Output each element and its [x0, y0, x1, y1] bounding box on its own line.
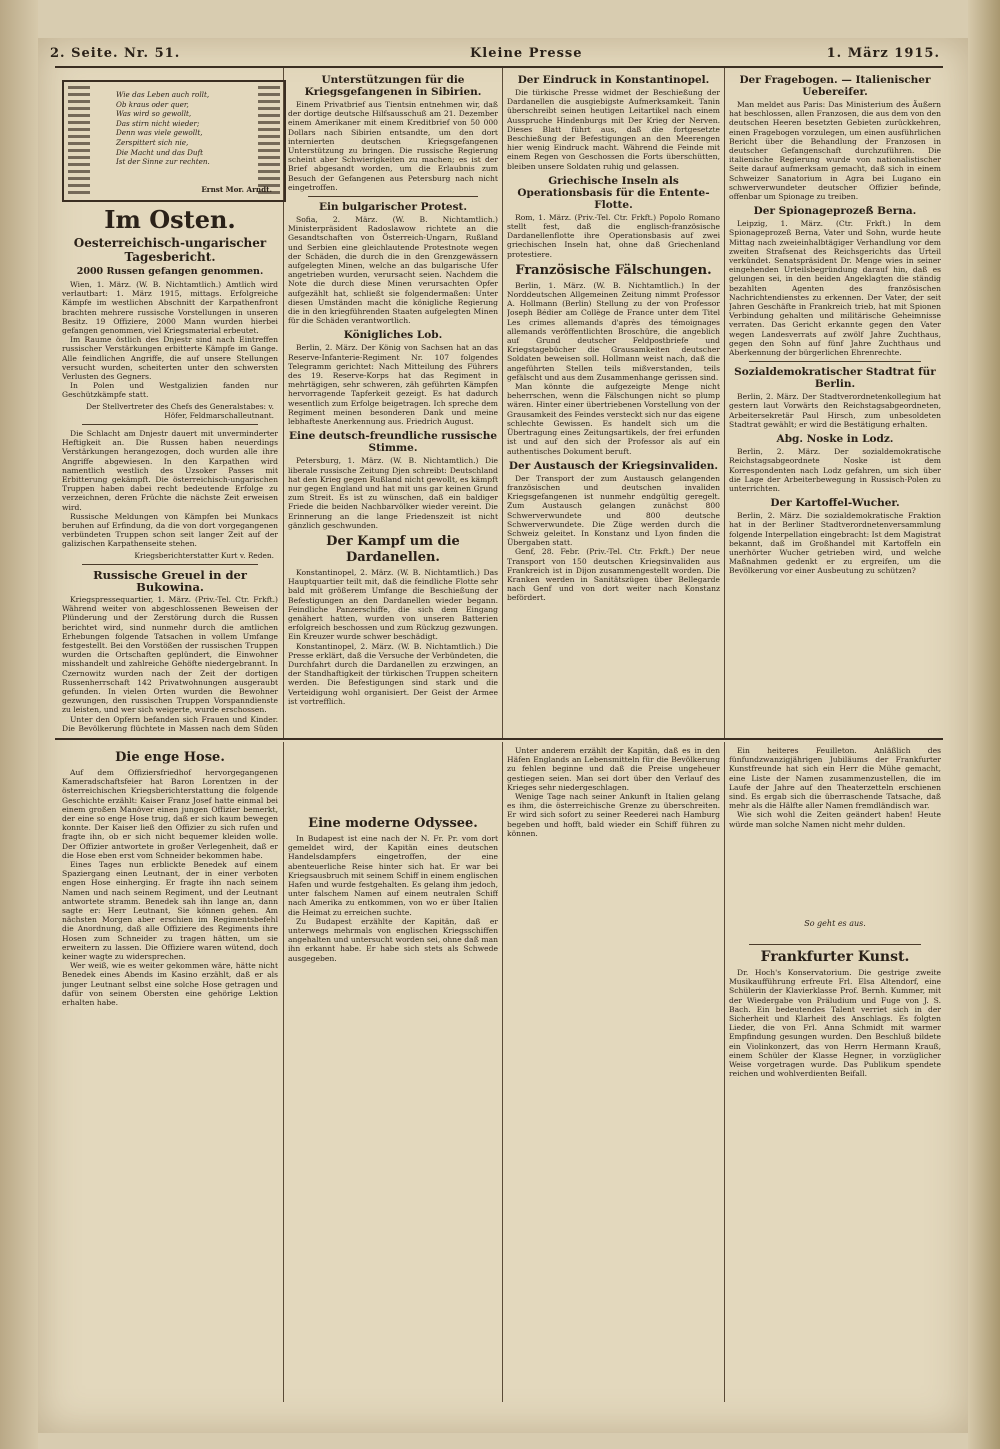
- article-heading: Französische Fälschungen.: [515, 262, 712, 278]
- poem-text: [116, 90, 256, 167]
- column-3: [507, 70, 720, 734]
- article-heading: Eine moderne Odyssee.: [308, 816, 478, 831]
- article-heading: Sozialdemokratischer Stadtrat für Berlin.: [734, 366, 936, 391]
- page-number: 2. Seite. Nr. 51.: [50, 46, 181, 61]
- poem-line: Das stirn nicht wieder;: [116, 118, 200, 128]
- article-paragraph: Eines Tages nun erblickte Benedek auf einem Spaziergang einen Leutnant, der in einer verboten engen Hose einherging. Er fragte ihn nach seinem Namen und nach seinem Regiment, und der Leutnant antwortete stramm. Benedek sah ihn lange an, dann sagte er: Herr Leutnant, Sie können gehen. Am nächsten Morgen aber erschien im Regimentsbefehl die Anordnung, daß alle Offiziere des Regiments ihre Hosen zum Schneider zu tragen hätten, um sie erweitern zu lassen. Die Offiziere waren wütend, doch keiner wagte zu widersprechen.: [62, 860, 278, 962]
- article-paragraph: Konstantinopel, 2. März. (W. B. Nichtamtlich.) Das Hauptquartier teilt mit, daß die feindliche Flotte sehr bald mit größerem Umfange die Beschießung der Befestigungen an den Dardanellen wieder begann. Feindliche Panzerschiffe, die sich dem Eingang genähert hatten, wurden von unseren Batterien erfolgreich beschossen und zum Rückzug gezwungen. Ein Kreuzer wurde schwer beschädigt.: [288, 567, 498, 642]
- article-paragraph: Berlin, 2. März. Der Stadtverordnetenkollegium hat gestern laut Vorwärts den Reichstagsabgeordneten, Arbeitersekretär Paul Hirsch, zum unbesoldeten Stadtrat gewählt; er wird die Bestätigung erhalten.: [729, 392, 941, 429]
- article-paragraph: Man könnte die aufgezeigte Menge nicht beherrschen, wenn die Fälschungen nicht so plump wären. Hinter einer übertriebenen Vorstellung von der Grausamkeit des Feindes versteckt sich nur das eigene schlechte Gewissen. Es handelt sich um die Übertragung eines Zeitungsartikels, der frei erfunden ist und auf den sich der Professor als auf ein authentisches Dokument beruft.: [507, 382, 720, 456]
- article-paragraph: Genf, 28. Febr. (Priv.-Tel. Ctr. Frkft.) Der neue Transport von 150 deutschen Kriegsinvaliden aus Frankreich ist in Dijon zusammengestellt worden. Die Kranken werden in Sanitätszügen über Bellegarde nach Genf und von dort weiter nach Konstanz befördert.: [507, 547, 720, 603]
- article-subheading: 2000 Russen gefangen genommen.: [76, 266, 264, 277]
- column-divider: [283, 742, 284, 1402]
- article-paragraph: In Budapest ist eine nach der N. Fr. Pr. vom dort gemeldet wird, der Kapitän eines deutschen Handelsdampfers eingetroffen, der eine abenteuerliche Reise hinter sich hat. Er war bei Kriegsausbruch mit seinem Schiff in einem englischen Hafen und wurde festgehalten. Es gelang ihm jedoch, unter falschem Namen auf einem neutralen Schiff nach Amerika zu entkommen, von wo er über Italien die Heimat zu erreichen suchte.: [288, 834, 498, 917]
- poem-line: Was wird so gewollt,: [116, 109, 192, 119]
- article-paragraph: Berlin, 2. März. Der sozialdemokratische Reichstagsabgeordnete Noske ist dem Korrespondenten nach Lodz gefahren, um sich über die Lage der Arbeiterbewegung in Russisch-Polen zu unterrichten.: [729, 447, 941, 493]
- newspaper-title: Kleine Presse: [470, 46, 583, 61]
- issue-date: 1. März 1915.: [826, 46, 940, 61]
- article-heading: Der Spionageprozeß Berna.: [753, 205, 917, 218]
- article-paragraph: Unter den Opfern befanden sich Frauen und Kinder. Die Bevölkerung flüchtete in Massen nach dem Süden: [62, 714, 278, 733]
- article-paragraph: Zu Budapest erzählte der Kapitän, daß er unterwegs mehrmals von englischen Kriegsschiffen angehalten und untersucht worden sei, ohne daß man ihn erkannt habe. Er habe sich stets als Schwede ausgegeben.: [288, 916, 498, 963]
- article-heading: Der Eindruck in Konstantinopel.: [517, 74, 710, 86]
- divider: [749, 944, 921, 945]
- article-heading: Der Fragebogen. — Italienischer Uebereifer.: [739, 74, 931, 98]
- article-paragraph: Berlin, 1. März. (W. B. Nichtamtlich.) In der Norddeutschen Allgemeinen Zeitung nimmt Professor A. Hollmann (Berlin) Stellung zu der von Professor Joseph Bédier am Collège de France unter dem Titel Les crimes allemands d'après des témoignages allemands veröffentlichten Broschüre, die angeblich auf Grund deutscher Feldpostbriefe und Kriegstagebücher die Grausamkeiten deutscher Soldaten beweisen soll. Hollmann weist nach, daß die angeführten Stellen teils mißverstanden, teils gefälscht und aus dem Zusammenhange gerissen sind.: [507, 280, 720, 382]
- article-heading: Griechische Inseln als Operationsbasis für die Entente-Flotte.: [517, 174, 710, 211]
- article-paragraph: Wien, 1. März. (W. B. Nichtamtlich.) Amtlich wird verlautbart: 1. März 1915, mittags. Erfolgreiche Kämpfe im westlichen Abschnitt der Karpathenfront brachten mehrere russische Vorstellungen in unseren Besitz. 19 Offiziere, 2000 Mann wurden hierbei gefangen genommen, viel Kriegsmaterial erbeutet.: [62, 280, 278, 336]
- article-paragraph: Leipzig, 1. März. (Ctr. Frkft.) In dem Spionageprozeß Berna, Vater und Sohn, wurde heute Mittag nach zweieinhalbtägiger Verhandlung vor dem zweiten Strafsenat des Reichsgerichts das Urteil verkündet. Senatspräsident Dr. Menge wies in seiner eingehenden Urteilsbegründung darauf hin, daß es gelungen sei, in den beiden Angeklagten die ständig bezahlten Agenten des französischen Nachrichtendienstes zu erkennen. Der Vater, der seit Jahren Geschäfte in Frankreich trieb, hat mit Spionen Verbindung gehalten und militärische Geheimnisse verraten. Das Gericht erkannte gegen den Vater wegen Landesverrats auf zwölf Jahre Zuchthaus, gegen den Sohn auf fünf Jahre Zuchthaus und Aberkennung der bürgerlichen Ehrenrechte.: [729, 219, 941, 358]
- feuilleton-column-2: [288, 746, 498, 1396]
- poem-line: Ist der Sinne zur rechten.: [116, 157, 210, 167]
- column-1: [62, 204, 278, 734]
- article-paragraph: Unter anderem erzählt der Kapitän, daß es in den Häfen Englands an Lebensmitteln für die Bevölkerung zu fehlen beginne und daß die Preise ungeheuer gestiegen seien. Man sei dort über den Verlauf des Krieges sehr niedergeschlagen.: [507, 746, 720, 792]
- divider: [82, 424, 258, 425]
- running-header: [50, 44, 940, 64]
- feuilleton-rule: [55, 738, 943, 740]
- poem-box: [62, 80, 286, 202]
- poem-line: Ob kraus oder quer,: [116, 99, 189, 109]
- article-heading: Königliches Lob.: [343, 329, 443, 342]
- article-heading: Russische Greuel in der Bukowina.: [93, 567, 247, 594]
- signature: Kriegsberichterstatter Kurt v. Reden.: [134, 550, 274, 560]
- article-paragraph: Wie sich wohl die Zeiten geändert haben! Heute würde man solche Namen nicht mehr dulden.: [729, 810, 941, 829]
- article-heading: Eine deutsch-freundliche russische Stimme.: [288, 430, 498, 455]
- page-edge-left: [0, 0, 38, 1449]
- signature: Der Stellvertreter des Chefs des Generalstabes: v. Höfer, Feldmarschalleutnant.: [86, 401, 274, 420]
- column-divider: [724, 742, 725, 1402]
- article-heading: Unterstützungen für die Kriegsgefangenen in Sibirien.: [304, 74, 482, 98]
- article-paragraph: Berlin, 2. März. Der König von Sachsen hat an das Reserve-Infanterie-Regiment Nr. 107 folgendes Telegramm gerichtet: Nach Mitteilung des Führers des 19. Reserve-Korps hat das Regiment in mehrtägigen, sehr schweren, zäh geführten Kämpfen hervorragende Tapferkeit gezeigt. Es hat dadurch wesentlich zum Erfolge beigetragen. Ich spreche dem Regiment meinen besonderen Dank und meine lebhafteste Anerkennung aus. Friedrich August.: [288, 343, 498, 427]
- column-divider: [502, 742, 503, 1402]
- article-paragraph: Russische Meldungen von Kämpfen bei Munkacs beruhen auf Erfindung, da die von dort vorgegangenen verbündeten Truppen schon seit langer Zeit auf der galizischen Karpathenseite stehen.: [62, 511, 278, 549]
- article-heading: Oesterreichisch-ungarischer Tagesbericht.: [73, 236, 267, 264]
- article-paragraph: Man meldet aus Paris: Das Ministerium des Äußern hat beschlossen, allen Franzosen, die aus dem von den deutschen Heeren besetzten Gebieten zurückkehren, einen Fragebogen vorzulegen, um einen ausführlichen Bericht über die Behandlung der Franzosen in deutscher Gefangenschaft durchzuführen. Die italienische Regierung wurde von nationalistischer Seite darauf aufmerksam gemacht, daß sich in einem Schweizer Sanatorium in Agra bei Lugano ein schwerverwundeter deutscher Offizier befinde, offenbar um Spionage zu treiben.: [729, 100, 941, 202]
- poem-line: Wie das Leben auch rollt,: [116, 90, 210, 99]
- article-paragraph: Berlin, 2. März. Die sozialdemokratische Fraktion hat in der Berliner Stadtverordnetenversammlung folgende Interpellation eingebracht: Ist dem Magistrat bekannt, daß im Großhandel mit Kartoffeln ein unerhörter Wucher getrieben wird, und welche Maßnahmen gedenkt er zu ergreifen, um die Bevölkerung vor einer Ausbeutung zu schützen?: [729, 511, 941, 576]
- article-paragraph: Sofia, 2. März. (W. B. Nichtamtlich.) Ministerpräsident Radoslawow richtete an die Gesandtschaften von Österreich-Ungarn, Rußland und Serbien eine gleichlautende Protestnote wegen der Schäden, die durch die in den Grenzgewässern aufgelegten Minen, welche an das bulgarische Ufer angetrieben wurden, verursacht seien. Nachdem die Note die durch diese Minen verursachten Opfer aufgezählt hat, schließt sie folgendermaßen: Unter diesen Umständen macht die königliche Regierung die in den kriegführenden Staaten aufgelegten Minen für die Schäden verantwortlich.: [288, 215, 498, 326]
- article-paragraph: Petersburg, 1. März. (W. B. Nichtamtlich.) Die liberale russische Zeitung Djen schreibt: Deutschland hat den Krieg gegen Rußland nicht gewollt, es kämpft nur gegen England und hat mit uns gar keinen Grund zum Streit. Es ist zu wünschen, daß ein baldiger Friede die beiden Nachbarvölker wieder vereint. Die Erinnerung an die lange Friedenszeit ist nicht gänzlich geschwunden.: [288, 456, 498, 530]
- article-heading: Frankfurter Kunst.: [760, 949, 910, 966]
- article-heading: Der Austausch der Kriegsinvaliden.: [508, 459, 719, 472]
- article-paragraph: Ein heiteres Feuilleton. Anläßlich des fünfundzwanzigjährigen Jubiläums der Frankfurter Kunstfreunde hat sich ein Herr die Mühe gemacht, eine Liste der Namen zusammenzustellen, die im Laufe der Jahre auf den Theaterzetteln erschienen sind. Es ergab sich die überraschende Tatsache, daß mehr als die Hälfte aller Namen fremdländisch war.: [729, 746, 941, 811]
- ornament-right: [258, 86, 280, 196]
- section-heading: Im Osten.: [104, 205, 236, 234]
- caption: So geht es aus.: [804, 918, 866, 928]
- article-heading: Die enge Hose.: [115, 750, 225, 765]
- article-heading: Der Kartoffel-Wucher.: [770, 497, 900, 510]
- divider: [749, 361, 921, 362]
- article-heading: Abg. Noske in Lodz.: [776, 433, 894, 446]
- article-paragraph: Im Raume östlich des Dnjestr sind nach Eintreffen russischer Verstärkungen erbitterte Kämpfe im Gange. Alle feindlichen Angriffe, die auf unsere Stellungen versucht wurden, scheiterten unter den schwersten Verlusten des Gegners.: [62, 335, 278, 382]
- article-paragraph: Wenige Tage nach seiner Ankunft in Italien gelang es ihm, die österreichische Grenze zu überschreiten. Er wird sich sofort zu seiner Reederei nach Hamburg begeben und hofft, bald wieder ein Schiff führen zu können.: [507, 792, 720, 838]
- column-2: [288, 70, 498, 734]
- article-paragraph: Rom, 1. März. (Priv.-Tel. Ctr. Frkft.) Popolo Romano stellt fest, daß die englisch-französische Dardanellenflotte ihre Operationsbasis auf zwei griechischen Inseln hat, ohne daß Griechenland protestiere.: [507, 212, 720, 259]
- divider: [82, 564, 258, 565]
- article-paragraph: Die Schlacht am Dnjestr dauert mit unverminderter Heftigkeit an. Die Russen haben neuerdings Verstärkungen herangezogen, doch wurden alle ihre Angriffe abgewiesen. In den Karpathen wird namentlich westlich des Uzsoker Passes mit Erbitterung gekämpft. Die österreichisch-ungarischen Truppen haben dabei recht bedeutende Erfolge zu verzeichnen, deren Früchte die nächste Zeit erweisen wird.: [62, 429, 278, 512]
- article-heading: Ein bulgarischer Protest.: [318, 201, 468, 214]
- column-4: [729, 70, 941, 734]
- article-paragraph: Die türkische Presse widmet der Beschießung der Dardanellen die ausgiebigste Aufmerksamkeit. Tanin überschreibt seinen heutigen Leitartikel nach einem Ausspruche Hindenburgs mit Der Krieg der Nerven. Dieses Blatt führt aus, daß die fortgesetzte Beschießung der Befestigungen an den Meerengen hier wenig Eindruck macht. Während die Feinde mit einem Regen von Geschossen die Forts überschütten, bleiben unsere Soldaten ruhig und gelassen.: [507, 88, 720, 171]
- article-paragraph: Dr. Hoch's Konservatorium. Die gestrige zweite Musikaufführung erfreute Frl. Elsa Altendorf, eine Schülerin der Klavierklasse Prof. Bernh. Kummer, mit der Wiedergabe von Präludium und Fuge von J. S. Bach. Ein bedeutendes Talent verriet sich in der Sicherheit und Klarheit des Anschlags. Es folgten Lieder, die von Frl. Anna Schmidt mit warmer Empfindung gesungen wurden. Den Beschluß bildete ein Violinkonzert, das von Herrn Hermann Krauß, einem Schüler der Klasse Hegner, in vorzüglicher Weise vorgetragen wurde. Das Publikum spendete reichen und wohlverdienten Beifall.: [729, 968, 941, 1079]
- article-paragraph: Konstantinopel, 2. März. (W. B. Nichtamtlich.) Die Presse erklärt, daß die Versuche der Verbündeten, die Durchfahrt durch die Dardanellen zu erzwingen, an der Standhaftigkeit der türkischen Truppen scheitern werden. Die Befestigungen sind stark und die Verteidigung wohl organisiert. Der Geist der Armee ist vortrefflich.: [288, 641, 498, 706]
- feuilleton-column-1: [62, 746, 278, 1396]
- article-paragraph: Einem Privatbrief aus Tientsin entnehmen wir, daß der dortige deutsche Hilfsausschuß am 21. Dezember einem Amerikaner mit einem Kreditbrief von 50 000 Dollars nach Sibirien entsandte, um den dort internierten deutschen Kriegsgefangenen Unterstützung zu bringen. Die russische Regierung scheint aber Schwierigkeiten zu machen; es ist der Brief abgesandt worden, um die Erlaubnis zum Besuch der Gefangenen aus Petersburg nach nicht eingetroffen.: [288, 100, 498, 192]
- divider: [308, 196, 478, 197]
- poem-line: Zerspittert sich nie,: [116, 137, 189, 147]
- column-divider: [724, 68, 725, 738]
- article-paragraph: Der Transport der zum Austausch gelangenden französischen und deutschen invaliden Kriegsgefangenen ist nunmehr endgültig geregelt. Zum Austausch gelangen zunächst 800 Schwerverwundete und 800 deutsche Schwerverwundete. Die Züge werden durch die Schweiz geleitet. In Konstanz und Lyon finden die Übergaben statt.: [507, 473, 720, 548]
- poem-line: Denn was viele gewollt,: [116, 128, 203, 138]
- poem-line: Die Macht und das Duft: [116, 147, 204, 157]
- feuilleton-column-3: [507, 746, 720, 1396]
- ornament-left: [68, 86, 90, 196]
- article-paragraph: In Polen und Westgalizien fanden nur Geschützkämpfe statt.: [62, 381, 278, 400]
- article-paragraph: Kriegspressequartier, 1. März. (Priv.-Tel. Ctr. Frkft.) Während weiter von abgeschlossenen Beweisen der Plünderung und der Zerstörung durch die Russen berichtet wird, sind nunmehr durch die amtlichen Erhebungen folgende Tatsachen in vollem Umfange festgestellt. Bei den Vorstößen der russischen Truppen wurden die Ortschaften geplündert, die Einwohner misshandelt und zahlreiche Gehöfte niedergebrannt. In Czernowitz wurden nach der Zeit der dortigen Russenherrschaft 142 Privatwohnungen ausgeraubt gefunden. In vielen Orten wurden die Bewohner gezwungen, den russischen Truppen Vorspanndienste zu leisten, und wer sich weigerte, wurde erschossen.: [62, 594, 278, 715]
- header-rule: [55, 66, 943, 68]
- article-paragraph: Wer weiß, wie es weiter gekommen wäre, hätte nicht Benedek eines Abends im Kasino erzählt, daß er als junger Leutnant selbst eine solche Hose getragen und dafür von seinem Obersten eine gehörige Lektion erhalten habe.: [62, 961, 278, 1008]
- feuilleton-column-4: [729, 746, 941, 1396]
- article-heading: Der Kampf um die Dardanellen.: [326, 533, 460, 565]
- column-divider: [502, 68, 503, 738]
- poem-author: Ernst Mor. Arndt.: [201, 185, 272, 194]
- article-paragraph: Auf dem Offiziersfriedhof hervorgegangenen Kameradschaftsfeier hat Baron Lorentzen in der österreichischen Kriegsberichterstattung die folgende Geschichte erzählt: Kaiser Franz Josef hatte einmal bei einem großen Manöver einen jungen Offizier bemerkt, der eine so enge Hose trug, daß er sich kaum bewegen konnte. Der Kaiser ließ den Offizier zu sich rufen und fragte ihn, ob er sich nicht bequemer kleiden wolle. Der Offizier antwortete in großer Verlegenheit, daß er die Hose eben erst vom Schneider bekommen habe.: [62, 768, 278, 860]
- page-edge-right: [968, 0, 1000, 1449]
